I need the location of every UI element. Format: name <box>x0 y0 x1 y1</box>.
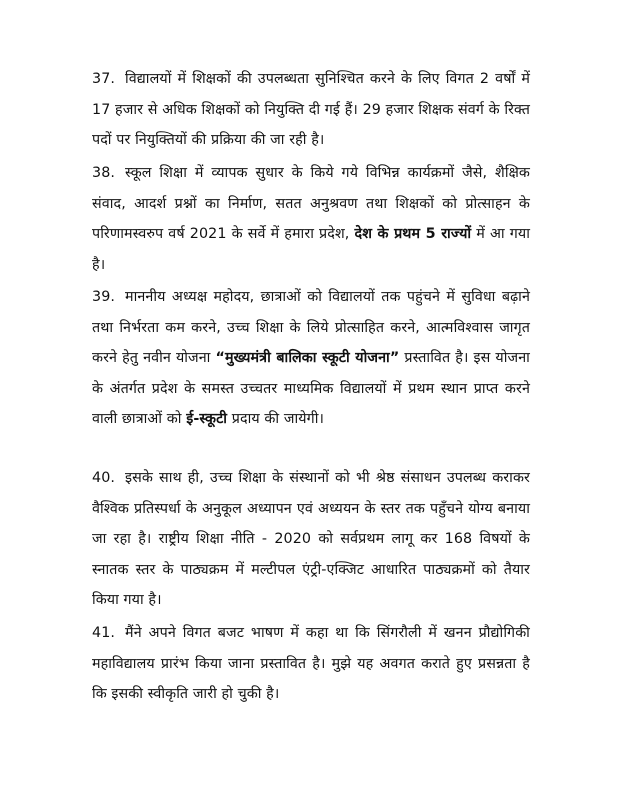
paragraph-text: माननीय अध्यक्ष महोदय, छात्राओं को विद्यालयों तक पहुंचने में सुविधा बढ़ाने तथा निर्भरता कम करने, उच्च शिक्षा के लिये प्रोत्साहित करने, आत्मविश्वास जागृत करने हेतु नवीन योजना <box>92 289 530 366</box>
paragraph-text: विद्यालयों में शिक्षकों की उपलब्धता सुनिश्चित करने के लिए विगत 2 वर्षों में 17 हजार से अधिक शिक्षकों को नियुक्ति दी गई हैं। 29 हजार शिक्षक संवर्ग के रिक्त पदों पर नियुक्तियों की प्रक्रिया की जा रही है। <box>92 71 530 148</box>
paragraph-number: 39. <box>92 289 116 305</box>
emphasis-text: देश के प्रथम 5 राज्यों <box>354 226 472 242</box>
paragraph-number: 38. <box>92 165 116 181</box>
paragraph-41 <box>92 618 530 710</box>
scheme-name: “मुख्यमंत्री बालिका स्कूटी योजना” <box>215 350 400 366</box>
emphasis-text: ई-स्कूटी <box>186 411 228 427</box>
paragraph-number: 40. <box>92 470 116 486</box>
paragraph-text: प्रदाय की जायेगी। <box>227 411 325 427</box>
paragraph-38 <box>92 158 530 280</box>
paragraph-40 <box>92 463 530 616</box>
paragraph-text: प्रस्तावित है। इस योजना के अंतर्गत प्रदेश के समस्त उच्चतर माध्यमिक विद्यालयों में प्रथम स्थान प्राप्त करने वाली छात्राओं को <box>92 350 530 427</box>
paragraph-37 <box>92 64 530 156</box>
paragraph-text: स्कूल शिक्षा में व्यापक सुधार के किये गये विभिन्न कार्यक्रमों जैसे, शैक्षिक संवाद, आदर्श प्रश्नों का निर्माण, सतत अनुश्रवण तथा शिक्षकों को प्रोत्साहन के परिणामस्वरुप वर्ष 2021 के सर्वे में हमारा प्रदेश, <box>92 165 530 242</box>
paragraph-number: 37. <box>92 71 116 87</box>
paragraph-number: 41. <box>92 625 116 641</box>
paragraph-text: मैंने अपने विगत बजट भाषण में कहा था कि सिंगरौली में खनन प्रौद्योगिकी महाविद्यालय प्रारंभ किया जाना प्रस्तावित है। मुझे यह अवगत कराते हुए प्रसन्नता है कि इसकी स्वीकृति जारी हो चुकी है। <box>92 625 530 702</box>
paragraph-39 <box>92 282 530 435</box>
paragraph-text: इसके साथ ही, उच्च शिक्षा के संस्थानों को भी श्रेष्ठ संसाधन उपलब्ध कराकर वैश्विक प्रतिस्पर्धा के अनुकूल अध्यापन एवं अध्ययन के स्तर तक पहुँचने योग्य बनाया जा रहा है। राष्ट्रीय शिक्षा नीति - 2020 को सर्वप्रथम लागू कर 168 विषयों के स्नातक स्तर के पाठ्यक्रम में मल्टीपल एंट्री-एक्जिट आधारित पाठ्यक्रमों को तैयार किया गया है। <box>92 470 530 608</box>
paragraph-text: में आ गया है। <box>92 226 530 273</box>
